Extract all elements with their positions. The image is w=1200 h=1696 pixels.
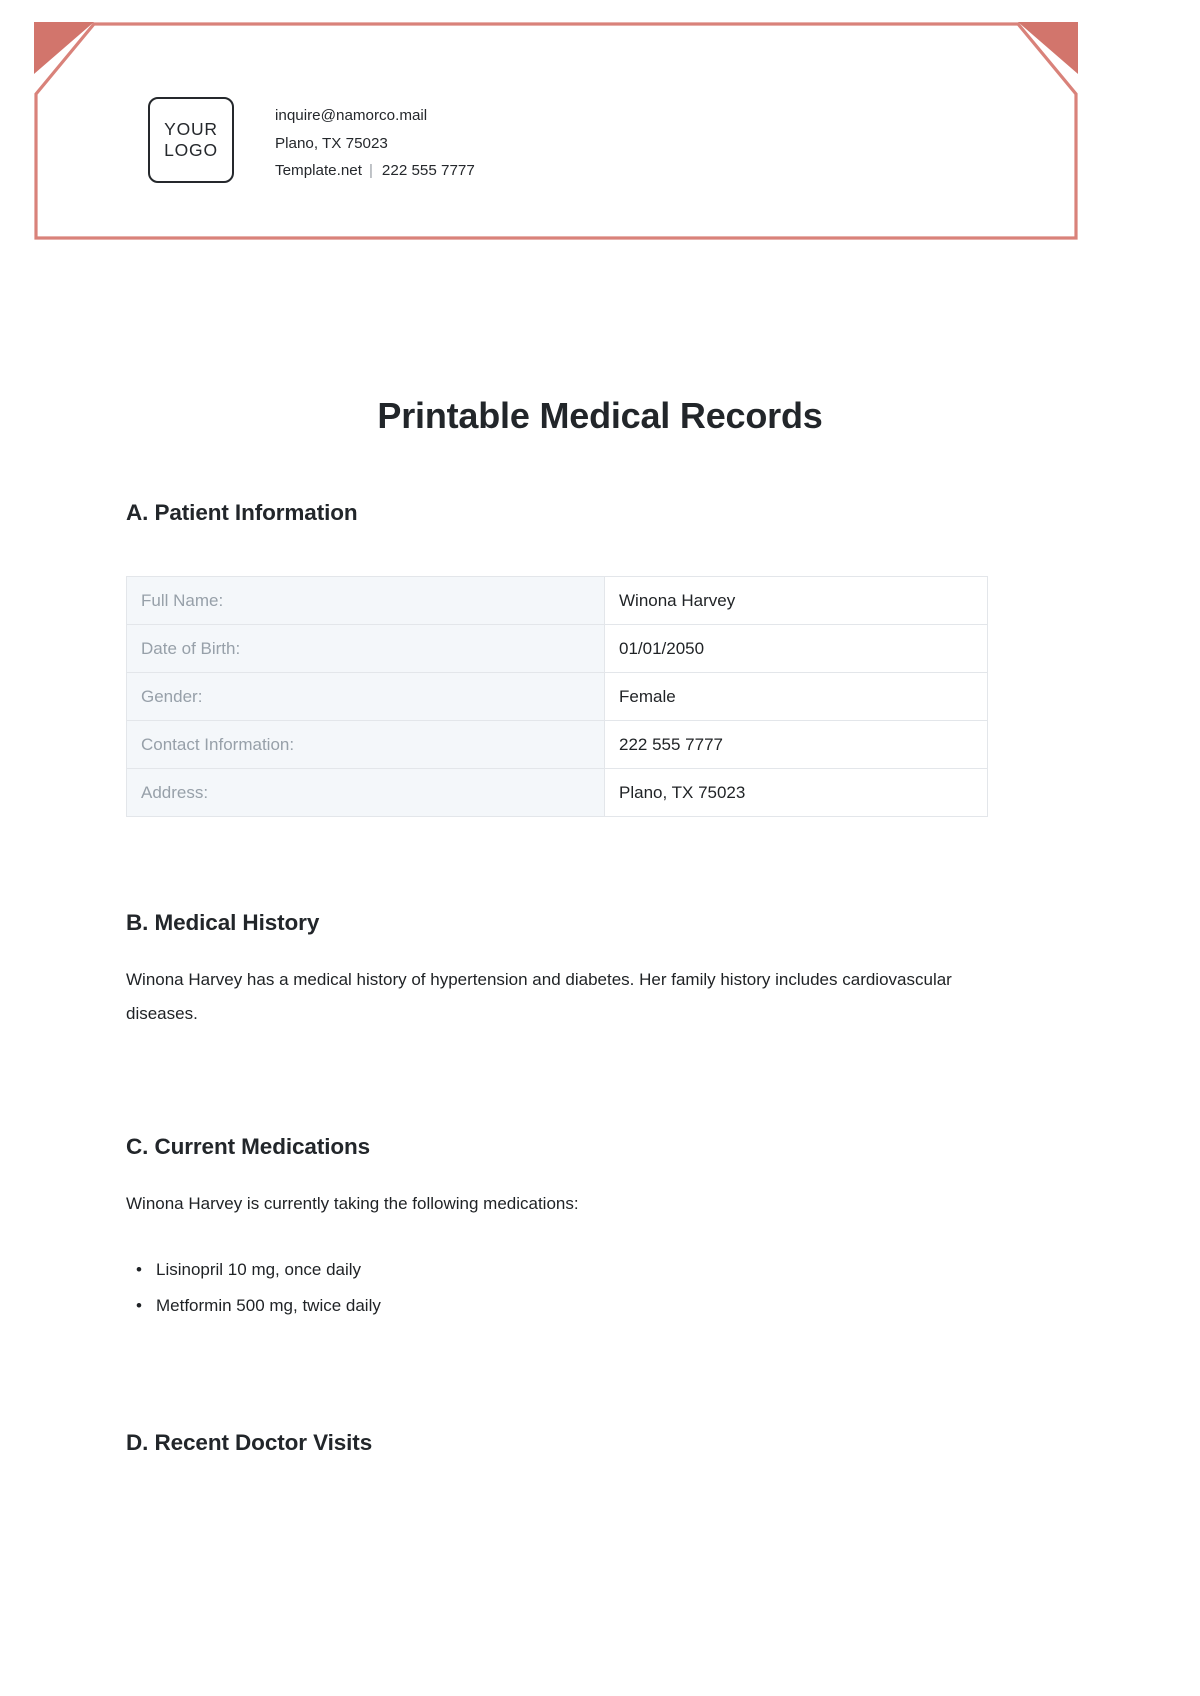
section-b bbox=[126, 910, 988, 1031]
corner-triangle-top-left bbox=[34, 22, 94, 74]
table-row bbox=[127, 721, 988, 769]
section-heading-c: C. Current Medications bbox=[126, 1134, 371, 1159]
row-label: Date of Birth: bbox=[127, 625, 605, 673]
table-row bbox=[127, 577, 988, 625]
row-label: Contact Information: bbox=[127, 721, 605, 769]
list-item: • Metformin 500 mg, twice daily bbox=[136, 1288, 988, 1324]
current-medications-intro: Winona Harvey is currently taking the following medications: bbox=[126, 1194, 579, 1213]
table-row bbox=[127, 769, 988, 817]
row-value[interactable]: Female bbox=[605, 673, 988, 721]
row-value[interactable]: 01/01/2050 bbox=[605, 625, 988, 673]
logo-line-2: LOGO bbox=[164, 140, 218, 160]
row-label: Full Name: bbox=[127, 577, 605, 625]
contact-website: Template.net bbox=[275, 162, 362, 179]
contact-address: Plano, TX 75023 bbox=[275, 134, 388, 152]
corner-triangle-top-right bbox=[1018, 22, 1078, 74]
medical-history-paragraph: Winona Harvey has a medical history of hypertension and diabetes. Her family history includes cardiovascular diseases. bbox=[126, 970, 952, 1023]
list-item: • Lisinopril 10 mg, once daily bbox=[136, 1252, 988, 1288]
logo-placeholder bbox=[148, 97, 234, 183]
contact-info-block bbox=[275, 97, 475, 185]
contact-website-phone bbox=[275, 157, 475, 185]
row-label: Address: bbox=[127, 769, 605, 817]
table-row bbox=[127, 625, 988, 673]
page-title: Printable Medical Records bbox=[377, 395, 823, 437]
section-c bbox=[126, 1134, 988, 1324]
logo-line-1: YOUR bbox=[164, 119, 218, 139]
section-heading-a: A. Patient Information bbox=[126, 500, 358, 525]
patient-information-table-body bbox=[127, 577, 988, 817]
section-heading-d: D. Recent Doctor Visits bbox=[126, 1430, 373, 1455]
document-body bbox=[126, 500, 988, 1456]
row-value[interactable]: Winona Harvey bbox=[605, 577, 988, 625]
row-label: Gender: bbox=[127, 673, 605, 721]
medication-list bbox=[126, 1252, 988, 1324]
row-value[interactable]: 222 555 7777 bbox=[605, 721, 988, 769]
patient-information-table bbox=[126, 576, 988, 817]
section-heading-b: B. Medical History bbox=[126, 910, 320, 935]
section-d bbox=[126, 1430, 988, 1456]
contact-phone: 222 555 7777 bbox=[381, 162, 475, 179]
contact-email: inquire@namorco.mail bbox=[275, 107, 428, 124]
row-value[interactable]: Plano, TX 75023 bbox=[605, 769, 988, 817]
contact-separator: | bbox=[368, 162, 373, 179]
table-row bbox=[127, 673, 988, 721]
header-content bbox=[148, 97, 475, 185]
